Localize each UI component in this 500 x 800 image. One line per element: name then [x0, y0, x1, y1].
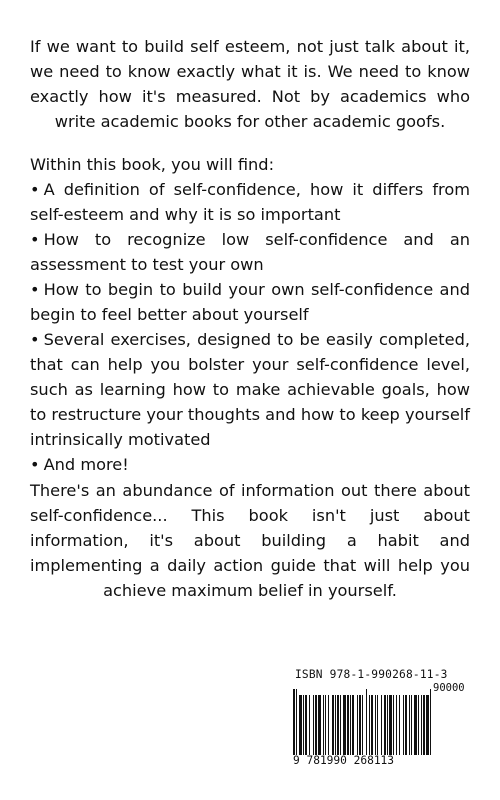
- list-item: • How to recognize low self-confidence and an assessment to test your own: [30, 227, 470, 277]
- list-item: • And more!: [30, 452, 470, 477]
- closing-paragraph: There's an abundance of information out there about self-confidence... This book isn't just about information, it's about building a habit and implementing a daily action guide that will help you achieve maximum belief in yourself.: [30, 481, 470, 600]
- isbn-label: ISBN 978-1-990268-11-3: [295, 668, 448, 681]
- isbn-barcode: [293, 668, 469, 772]
- contents-list-block: [30, 152, 470, 477]
- barcode-bars: [293, 695, 469, 755]
- list-item: • A definition of self-confidence, how it differs from self-esteem and why it is so important: [30, 177, 470, 227]
- barcode-gap: [431, 689, 433, 755]
- barcode-digits: 9 781990 268113: [293, 754, 395, 767]
- price-code: 90000: [433, 682, 465, 694]
- list-item: • Several exercises, designed to be easily completed, that can help you bolster your self-confidence level, such as learning how to make achievable goals, how to restructure your thoughts and how to keep yourself intrinsically motivated: [30, 327, 470, 452]
- list-heading: Within this book, you will find:: [30, 155, 275, 174]
- bullet-list: [30, 177, 470, 477]
- intro-paragraph: If we want to build self esteem, not just talk about it, we need to know exactly what it is. We need to know exactly how it's measured. Not by academics who write academic books for other academic goofs.: [30, 37, 470, 131]
- list-item: • How to begin to build your own self-confidence and begin to feel better about yourself: [30, 277, 470, 327]
